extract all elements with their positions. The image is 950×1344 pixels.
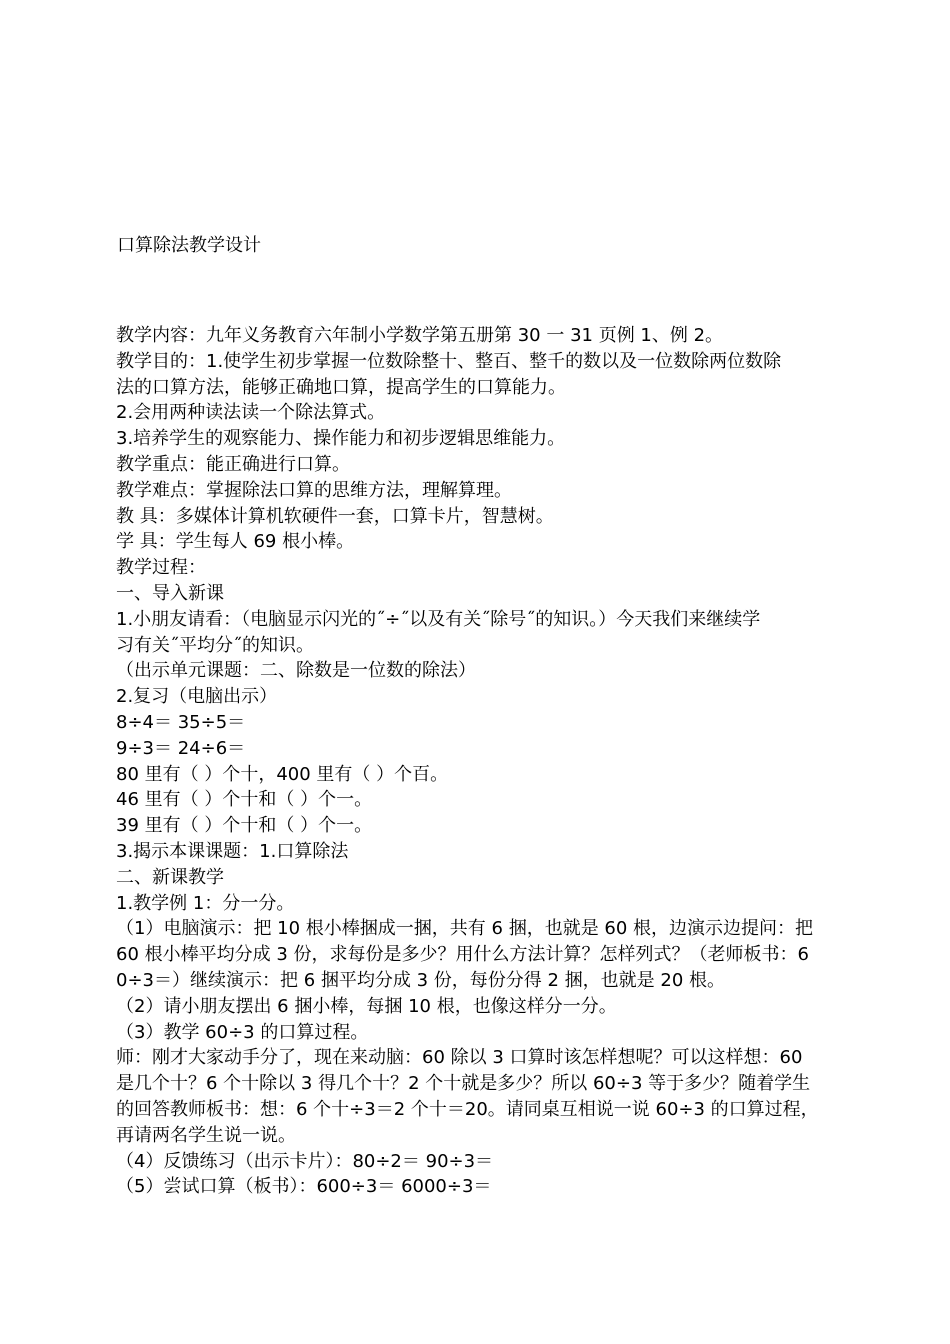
text-line: 学 具：学生每人 69 根小棒。 — [116, 531, 355, 553]
text-line: 8÷4＝ 35÷5＝ — [116, 711, 246, 733]
text-line: 2.复习（电脑出示） — [116, 686, 278, 708]
text-line: 1.小朋友请看：（电脑显示闪光的˝÷˝以及有关˝除号˝的知识。）今天我们来继续学 — [116, 608, 761, 630]
text-line: 39 里有（ ）个十和（ ）个一。 — [116, 815, 373, 837]
text-line: 3.培养学生的观察能力、操作能力和初步逻辑思维能力。 — [116, 428, 566, 450]
text-line: 教 具：多媒体计算机软硬件一套，口算卡片，智慧树。 — [116, 505, 554, 527]
text-line: 1.教学例 1：分一分。 — [116, 892, 295, 914]
text-line: 师：刚才大家动手分了，现在来动脑：60 除以 3 口算时该怎样想呢？可以这样想：60 — [116, 1047, 803, 1069]
text-line: 教学内容：九年义务教育六年制小学数学第五册第 30 一 31 页例 1、例 2。 — [116, 325, 724, 346]
document-title: 口算除法教学设计 — [117, 235, 261, 256]
text-line: 46 里有（ ）个十和（ ）个一。 — [116, 789, 373, 811]
text-line: 再请两名学生说一说。 — [116, 1124, 296, 1146]
text-line: 教学难点：掌握除法口算的思维方法，理解算理。 — [116, 479, 512, 501]
text-line: （5）尝试口算（板书）：600÷3＝ 6000÷3＝ — [116, 1176, 492, 1198]
text-line: 法的口算方法，能够正确地口算，提高学生的口算能力。 — [116, 376, 566, 398]
text-line: 2.会用两种读法读一个除法算式。 — [116, 402, 386, 424]
document-body — [116, 323, 836, 1200]
text-line: 习有关˝平均分˝的知识。 — [116, 634, 314, 656]
text-line: 一、导入新课 — [116, 582, 224, 604]
text-line: （3）教学 60÷3 的口算过程。 — [116, 1021, 369, 1043]
text-line: 60 根小棒平均分成 3 份，求每份是多少？用什么方法计算？怎样列式？（老师板书：6 — [116, 944, 809, 966]
text-line: （2）请小朋友摆出 6 捆小棒，每捆 10 根，也像这样分一分。 — [116, 995, 617, 1017]
text-line: 9÷3＝ 24÷6＝ — [116, 737, 246, 759]
text-line: 80 里有（ ）个十，400 里有（ ）个百。 — [116, 763, 449, 785]
text-line: （1）电脑演示：把 10 根小棒捆成一捆，共有 6 捆，也就是 60 根，边演示边提问：把 — [116, 918, 814, 940]
text-line: 教学重点：能正确进行口算。 — [116, 453, 350, 475]
text-line: 的回答教师板书：想：6 个十÷3＝2 个十＝20。请同桌互相说一说 60÷3 的口算过程， — [116, 1098, 819, 1120]
text-line: （4）反馈练习（出示卡片）：80÷2＝ 90÷3＝ — [116, 1150, 494, 1172]
text-line: （出示单元课题：二、除数是一位数的除法） — [116, 660, 476, 682]
text-line: 3.揭示本课课题：1.口算除法 — [116, 840, 349, 862]
text-line: 教学目的：1.使学生初步掌握一位数除整十、整百、整千的数以及一位数除两位数除 — [116, 350, 782, 372]
text-line: 0÷3＝）继续演示：把 6 捆平均分成 3 份，每份分得 2 捆，也就是 20 根。 — [116, 969, 726, 991]
text-line: 是几个十？6 个十除以 3 得几个十？2 个十就是多少？所以 60÷3 等于多少？随着学生 — [116, 1073, 811, 1095]
text-line: 二、新课教学 — [116, 866, 224, 888]
text-line: 教学过程： — [116, 557, 206, 579]
